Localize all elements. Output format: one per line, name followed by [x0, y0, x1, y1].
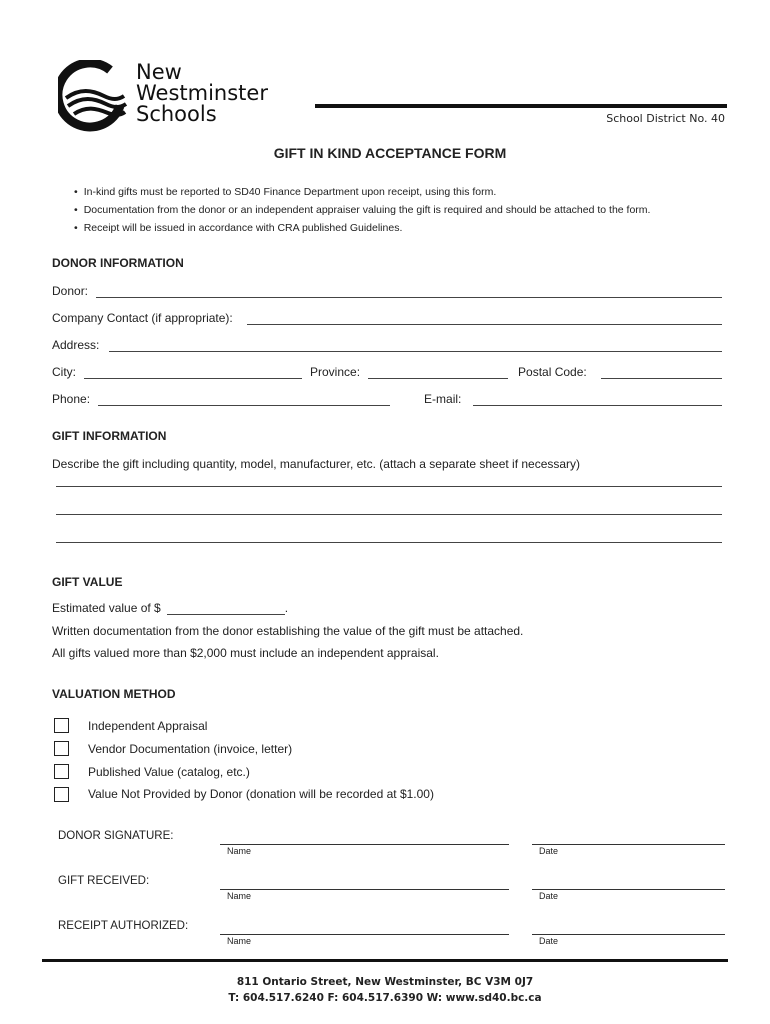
option-label: Independent Appraisal: [88, 719, 208, 733]
instructions-list: [74, 183, 650, 237]
email-label: E-mail:: [424, 392, 462, 406]
gift-heading: GIFT INFORMATION: [52, 429, 167, 443]
postal-code-label: Postal Code:: [518, 365, 587, 379]
logo-line-3: Schools: [136, 102, 217, 126]
value-note-2: All gifts valued more than $2,000 must include an independent appraisal.: [52, 646, 439, 660]
donor-heading: DONOR INFORMATION: [52, 256, 184, 270]
district-label: School District No. 40: [606, 112, 725, 125]
address-row: [52, 338, 722, 352]
receipt-authorized-date-line[interactable]: [532, 934, 725, 935]
instruction-item: • Receipt will be issued in accordance with CRA published Guidelines.: [74, 219, 650, 237]
checkbox-value-not-provided[interactable]: [54, 787, 69, 802]
form-title: GIFT IN KIND ACCEPTANCE FORM: [273, 145, 507, 161]
phone-row: [52, 392, 722, 406]
value-note-1: Written documentation from the donor establishing the value of the gift must be attached.: [52, 624, 524, 638]
gift-received-label: GIFT RECEIVED:: [58, 875, 150, 887]
option-label: Published Value (catalog, etc.): [88, 765, 250, 779]
gift-description-line[interactable]: [56, 514, 722, 515]
footer-address: 811 Ontario Street, New Westminster, BC V3M 0J7: [236, 976, 534, 988]
valuation-heading: VALUATION METHOD: [52, 687, 176, 701]
value-heading: GIFT VALUE: [52, 575, 123, 589]
postal-code-field[interactable]: [601, 367, 722, 379]
date-caption: Date: [539, 936, 559, 946]
gift-received-date-line[interactable]: [532, 889, 725, 890]
email-field[interactable]: [473, 394, 722, 406]
city-label: City:: [52, 365, 76, 379]
contact-field[interactable]: [247, 313, 722, 325]
receipt-authorized-label: RECEIPT AUTHORIZED:: [58, 920, 189, 932]
address-field[interactable]: [109, 340, 722, 352]
logo-mark-icon: [58, 60, 130, 132]
option-label: Vendor Documentation (invoice, letter): [88, 742, 293, 756]
gift-description-line[interactable]: [56, 486, 722, 487]
name-caption: Name: [227, 846, 252, 856]
receipt-authorized-name-line[interactable]: [220, 934, 509, 935]
checkbox-independent-appraisal[interactable]: [54, 718, 69, 733]
checkbox-vendor-documentation[interactable]: [54, 741, 69, 756]
address-label: Address:: [52, 338, 100, 352]
donor-row: [52, 284, 722, 298]
name-caption: Name: [227, 936, 252, 946]
estimated-value-field[interactable]: [167, 603, 285, 615]
date-caption: Date: [539, 891, 559, 901]
date-caption: Date: [539, 846, 559, 856]
donor-signature-date-line[interactable]: [532, 844, 725, 845]
gift-description-line[interactable]: [56, 542, 722, 543]
gift-describe-text: Describe the gift including quantity, model, manufacturer, etc. (attach a separate sheet if necessary): [52, 457, 581, 471]
donor-signature-label: DONOR SIGNATURE:: [58, 830, 174, 842]
contact-label: Company Contact (if appropriate):: [52, 311, 233, 325]
donor-field[interactable]: [96, 286, 722, 298]
contact-row: [52, 311, 722, 325]
gift-received-name-line[interactable]: [220, 889, 509, 890]
checkbox-published-value[interactable]: [54, 764, 69, 779]
city-field[interactable]: [84, 367, 302, 379]
footer-rule: [42, 959, 728, 962]
province-field[interactable]: [368, 367, 508, 379]
logo-line-1: New: [136, 60, 182, 84]
donor-label: Donor:: [52, 284, 89, 298]
phone-label: Phone:: [52, 392, 91, 406]
logo-line-2: Westminster: [136, 81, 268, 105]
donor-signature-name-line[interactable]: [220, 844, 509, 845]
header-rule: [315, 104, 727, 108]
footer-contact: T: 604.517.6240 F: 604.517.6390 W: www.sd40.bc.ca: [228, 992, 542, 1004]
phone-field[interactable]: [98, 394, 390, 406]
province-label: Province:: [310, 365, 361, 379]
instruction-item: • In-kind gifts must be reported to SD40 Finance Department upon receipt, using this form.: [74, 183, 650, 201]
estimated-value-suffix: .: [284, 601, 289, 615]
instruction-item: • Documentation from the donor or an independent appraiser valuing the gift is required and should be attached to the form.: [74, 201, 650, 219]
option-label: Value Not Provided by Donor (donation will be recorded at $1.00): [88, 787, 434, 801]
city-row: [52, 365, 722, 379]
name-caption: Name: [227, 891, 252, 901]
logo: [58, 60, 268, 130]
estimated-value-label: Estimated value of $: [52, 601, 161, 615]
estimated-value-row: [52, 601, 288, 615]
